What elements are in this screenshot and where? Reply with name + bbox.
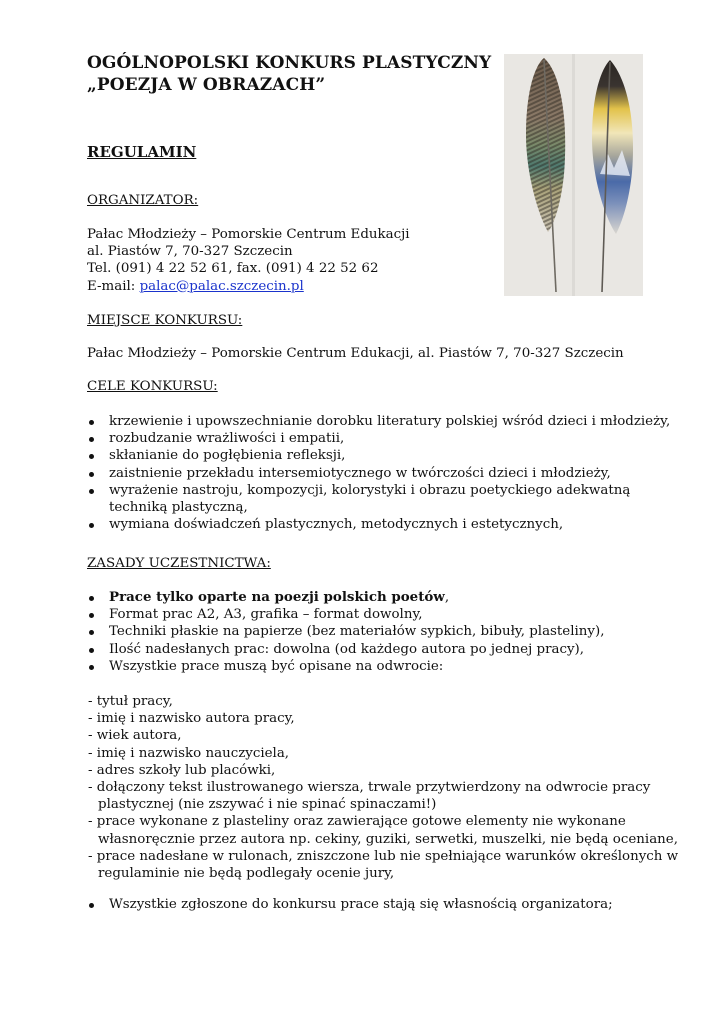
list-item: Format prac A2, A3, grafika – format dowolny, <box>87 606 604 623</box>
rules-label: ZASADY UCZESTNICTWA: <box>87 556 271 571</box>
regulations-heading: REGULAMIN <box>87 143 197 161</box>
organizer-phone: Tel. (091) 4 22 52 61, fax. (091) 4 22 52 62 <box>87 261 379 277</box>
final-rule-list <box>87 896 613 913</box>
list-item: Ilość nadesłanych prac: dowolna (od każdego autora po jednej pracy), <box>87 641 604 658</box>
list-item: - imię i nazwisko nauczyciela, <box>88 745 290 761</box>
list-item: wymiana doświadczeń plastycznych, metodycznych i estetycznych, <box>87 516 670 533</box>
list-item: - tytuł pracy, <box>88 694 173 709</box>
venue-label: MIEJSCE KONKURSU: <box>87 313 243 328</box>
list-item-continuation: plastycznej (nie zszywać i nie spinać spinaczami!) <box>98 797 437 813</box>
title-line-2: „POEZJA W OBRAZACH” <box>87 75 326 95</box>
organizer-details <box>87 226 410 295</box>
list-item: - prace wykonane z plasteliny oraz zawierające gotowe elementy nie wykonane <box>88 814 626 830</box>
title-line-1: OGÓLNOPOLSKI KONKURS PLASTYCZNY <box>87 53 492 73</box>
list-item: rozbudzanie wrażliwości i empatii, <box>87 430 670 447</box>
rules-label-block <box>87 555 271 572</box>
final-rule-wrap <box>87 896 613 913</box>
contest-title <box>87 52 492 96</box>
list-item-continuation: własnoręcznie przez autora np. cekiny, guziki, serwetki, muszelki, nie będą oceniane, <box>98 831 678 847</box>
list-item-continuation: regulaminie nie będą podlegały ocenie jury, <box>98 866 395 882</box>
list-item: wyrażenie nastroju, kompozycji, kolorystyki i obrazu poetyckiego adekwatną techniką plastyczną, <box>87 482 670 516</box>
list-item: Prace tylko oparte na poezji polskich poetów, <box>87 589 604 606</box>
goals-label: CELE KONKURSU: <box>87 379 218 394</box>
venue-text: Pałac Młodzieży – Pomorskie Centrum Edukacji, al. Piastów 7, 70-327 Szczecin <box>87 346 624 361</box>
rules-list-wrap <box>87 589 604 675</box>
goals-list-wrap <box>87 413 670 533</box>
list-item: krzewienie i upowszechnianie dorobku literatury polskiej wśród dzieci i młodzieży, <box>87 413 670 430</box>
rules-list <box>87 589 604 675</box>
list-item: - dołączony tekst ilustrowanego wiersza, trwale przytwierdzony na odwrocie pracy <box>88 780 651 796</box>
painted-feathers-image <box>504 54 643 296</box>
label-requirements-list <box>88 693 678 882</box>
organizer-label: ORGANIZATOR: <box>87 193 199 208</box>
list-item: - wiek autora, <box>88 728 182 744</box>
list-item: Techniki płaskie na papierze (bez materiałów sypkich, bibuły, plasteliny), <box>87 623 604 640</box>
email-label: E-mail: <box>87 278 140 294</box>
venue-label-block <box>87 312 242 329</box>
list-item: - adres szkoły lub placówki, <box>88 762 276 778</box>
list-item: skłanianie do pogłębienia refleksji, <box>87 447 670 464</box>
rule-emphasis: Prace tylko oparte na poezji polskich poetów <box>109 589 445 605</box>
email-link[interactable]: palac@palac.szczecin.pl <box>139 278 304 294</box>
list-item: - prace nadesłane w rulonach, zniszczone lub nie spełniające warunków określonych w <box>88 848 679 864</box>
organizer-name: Pałac Młodzieży – Pomorskie Centrum Edukacji <box>87 227 410 242</box>
goals-label-block <box>87 378 218 395</box>
list-item: Wszystkie prace muszą być opisane na odwrocie: <box>87 658 604 675</box>
list-item: zaistnienie przekładu intersemiotycznego w twórczości dzieci i młodzieży, <box>87 465 670 482</box>
organizer-address: al. Piastów 7, 70-327 Szczecin <box>87 244 293 260</box>
goals-list <box>87 413 670 533</box>
list-item: Wszystkie zgłoszone do konkursu prace stają się własnością organizatora; <box>87 896 613 913</box>
list-item: - imię i nazwisko autora pracy, <box>88 711 295 727</box>
organizer-label-block <box>87 192 198 209</box>
organizer-email-line <box>87 278 410 295</box>
